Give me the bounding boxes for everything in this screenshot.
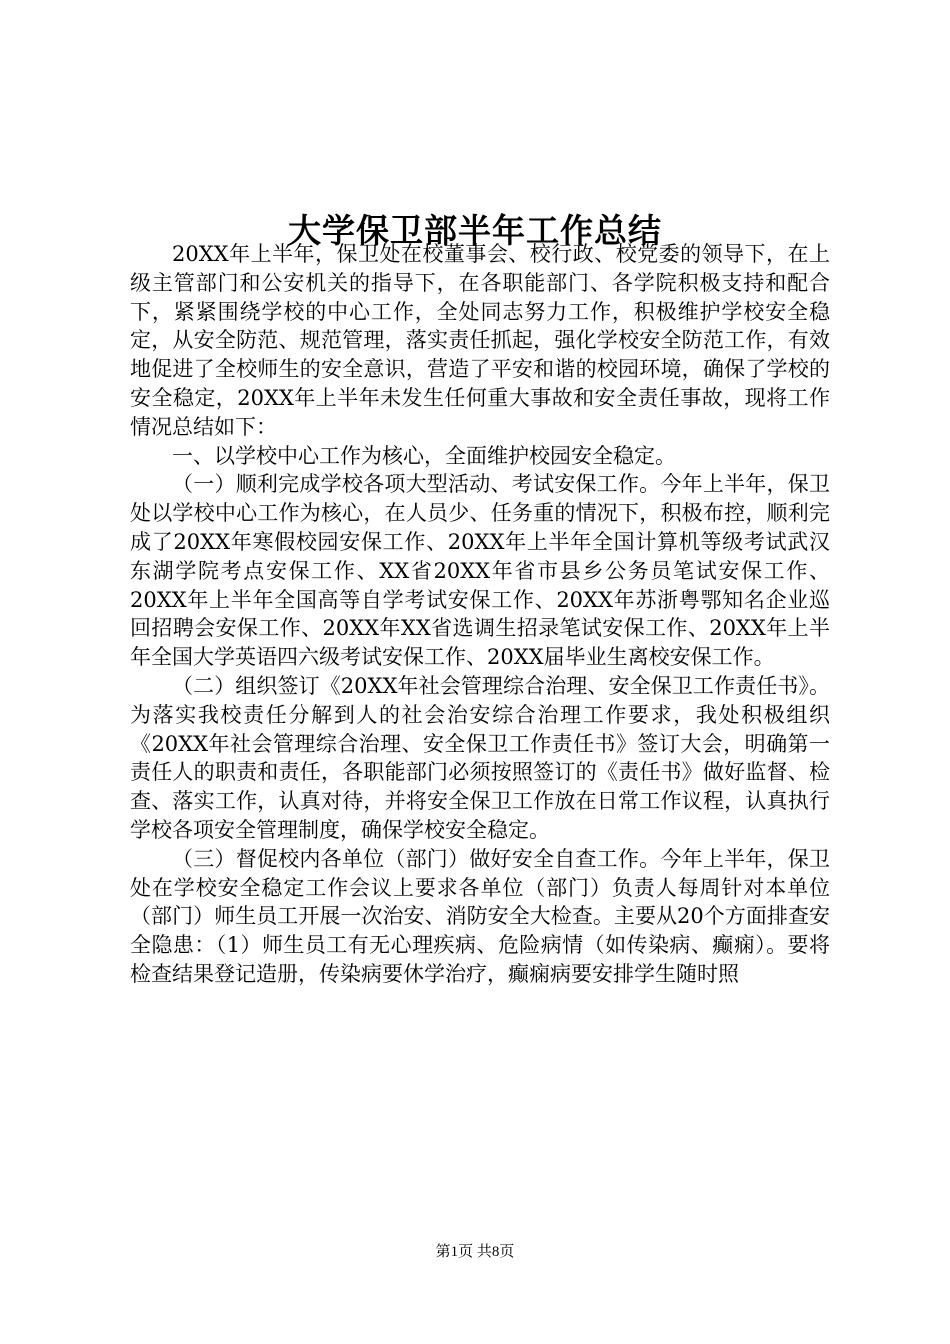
paragraph-item-3: （三）督促校内各单位（部门）做好安全自查工作。今年上半年，保卫处在学校安全稳定工作会议上要求各单位（部门）负责人每周针对本单位（部门）师生员工开展一次治安、消防安全大检查。主要从20个方面排查安全隐患：（1）师生员工有无心理疾病、危险病情（如传染病、癫痫）。要将检查结果登记造册，传染病要休学治疗，癫痫病要安排学生随时照	[130, 846, 830, 986]
document-title: 大学保卫部半年工作总结	[288, 211, 662, 251]
paragraph-intro: 20XX年上半年，保卫处在校董事会、校行政、校党委的领导下，在上级主管部门和公安机关的指导下，在各职能部门、各学院积极支持和配合下，紧紧围绕学校的中心工作，全处同志努力工作，积极维护学校安全稳定，从安全防范、规范管理，落实责任抓起，强化学校安全防范工作，有效地促进了全校师生的安全意识，营造了平安和谐的校园环境，确保了学校的安全稳定，20XX年上半年未发生任何重大事故和安全责任事故，现将工作情况总结如下：	[130, 242, 830, 439]
page-footer: 第1页 共8页	[435, 1244, 515, 1260]
paragraph-item-1: （一）顺利完成学校各项大型活动、考试安保工作。今年上半年，保卫处以学校中心工作为核心，在人员少、任务重的情况下，积极布控，顺利完成了20XX年寒假校园安保工作、20XX年上半年全国计算机等级考试武汉东湖学院考点安保工作、XX省20XX年省市县乡公务员笔试安保工作、20XX年上半年全国高等自学考试安保工作、20XX年苏浙粤鄂知名企业巡回招聘会安保工作、20XX年XX省选调生招录笔试安保工作、20XX年上半年全国大学英语四六级考试安保工作、20XX届毕业生离校安保工作。	[130, 472, 830, 670]
paragraph-section-heading: 一、以学校中心工作为核心，全面维护校园安全稳定。	[172, 443, 676, 468]
paragraph-item-2: （二）组织签订《20XX年社会管理综合治理、安全保卫工作责任书》。为落实我校责任分解到人的社会治安综合治理工作要求，我处积极组织《20XX年社会管理综合治理、安全保卫工作责任书》签订大会，明确第一责任人的职责和责任，各职能部门必须按照签订的《责任书》做好监督、检查、落实工作，认真对待，并将安全保卫工作放在日常工作议程，认真执行学校各项安全管理制度，确保学校安全稳定。	[130, 673, 830, 842]
document-body	[130, 240, 830, 989]
